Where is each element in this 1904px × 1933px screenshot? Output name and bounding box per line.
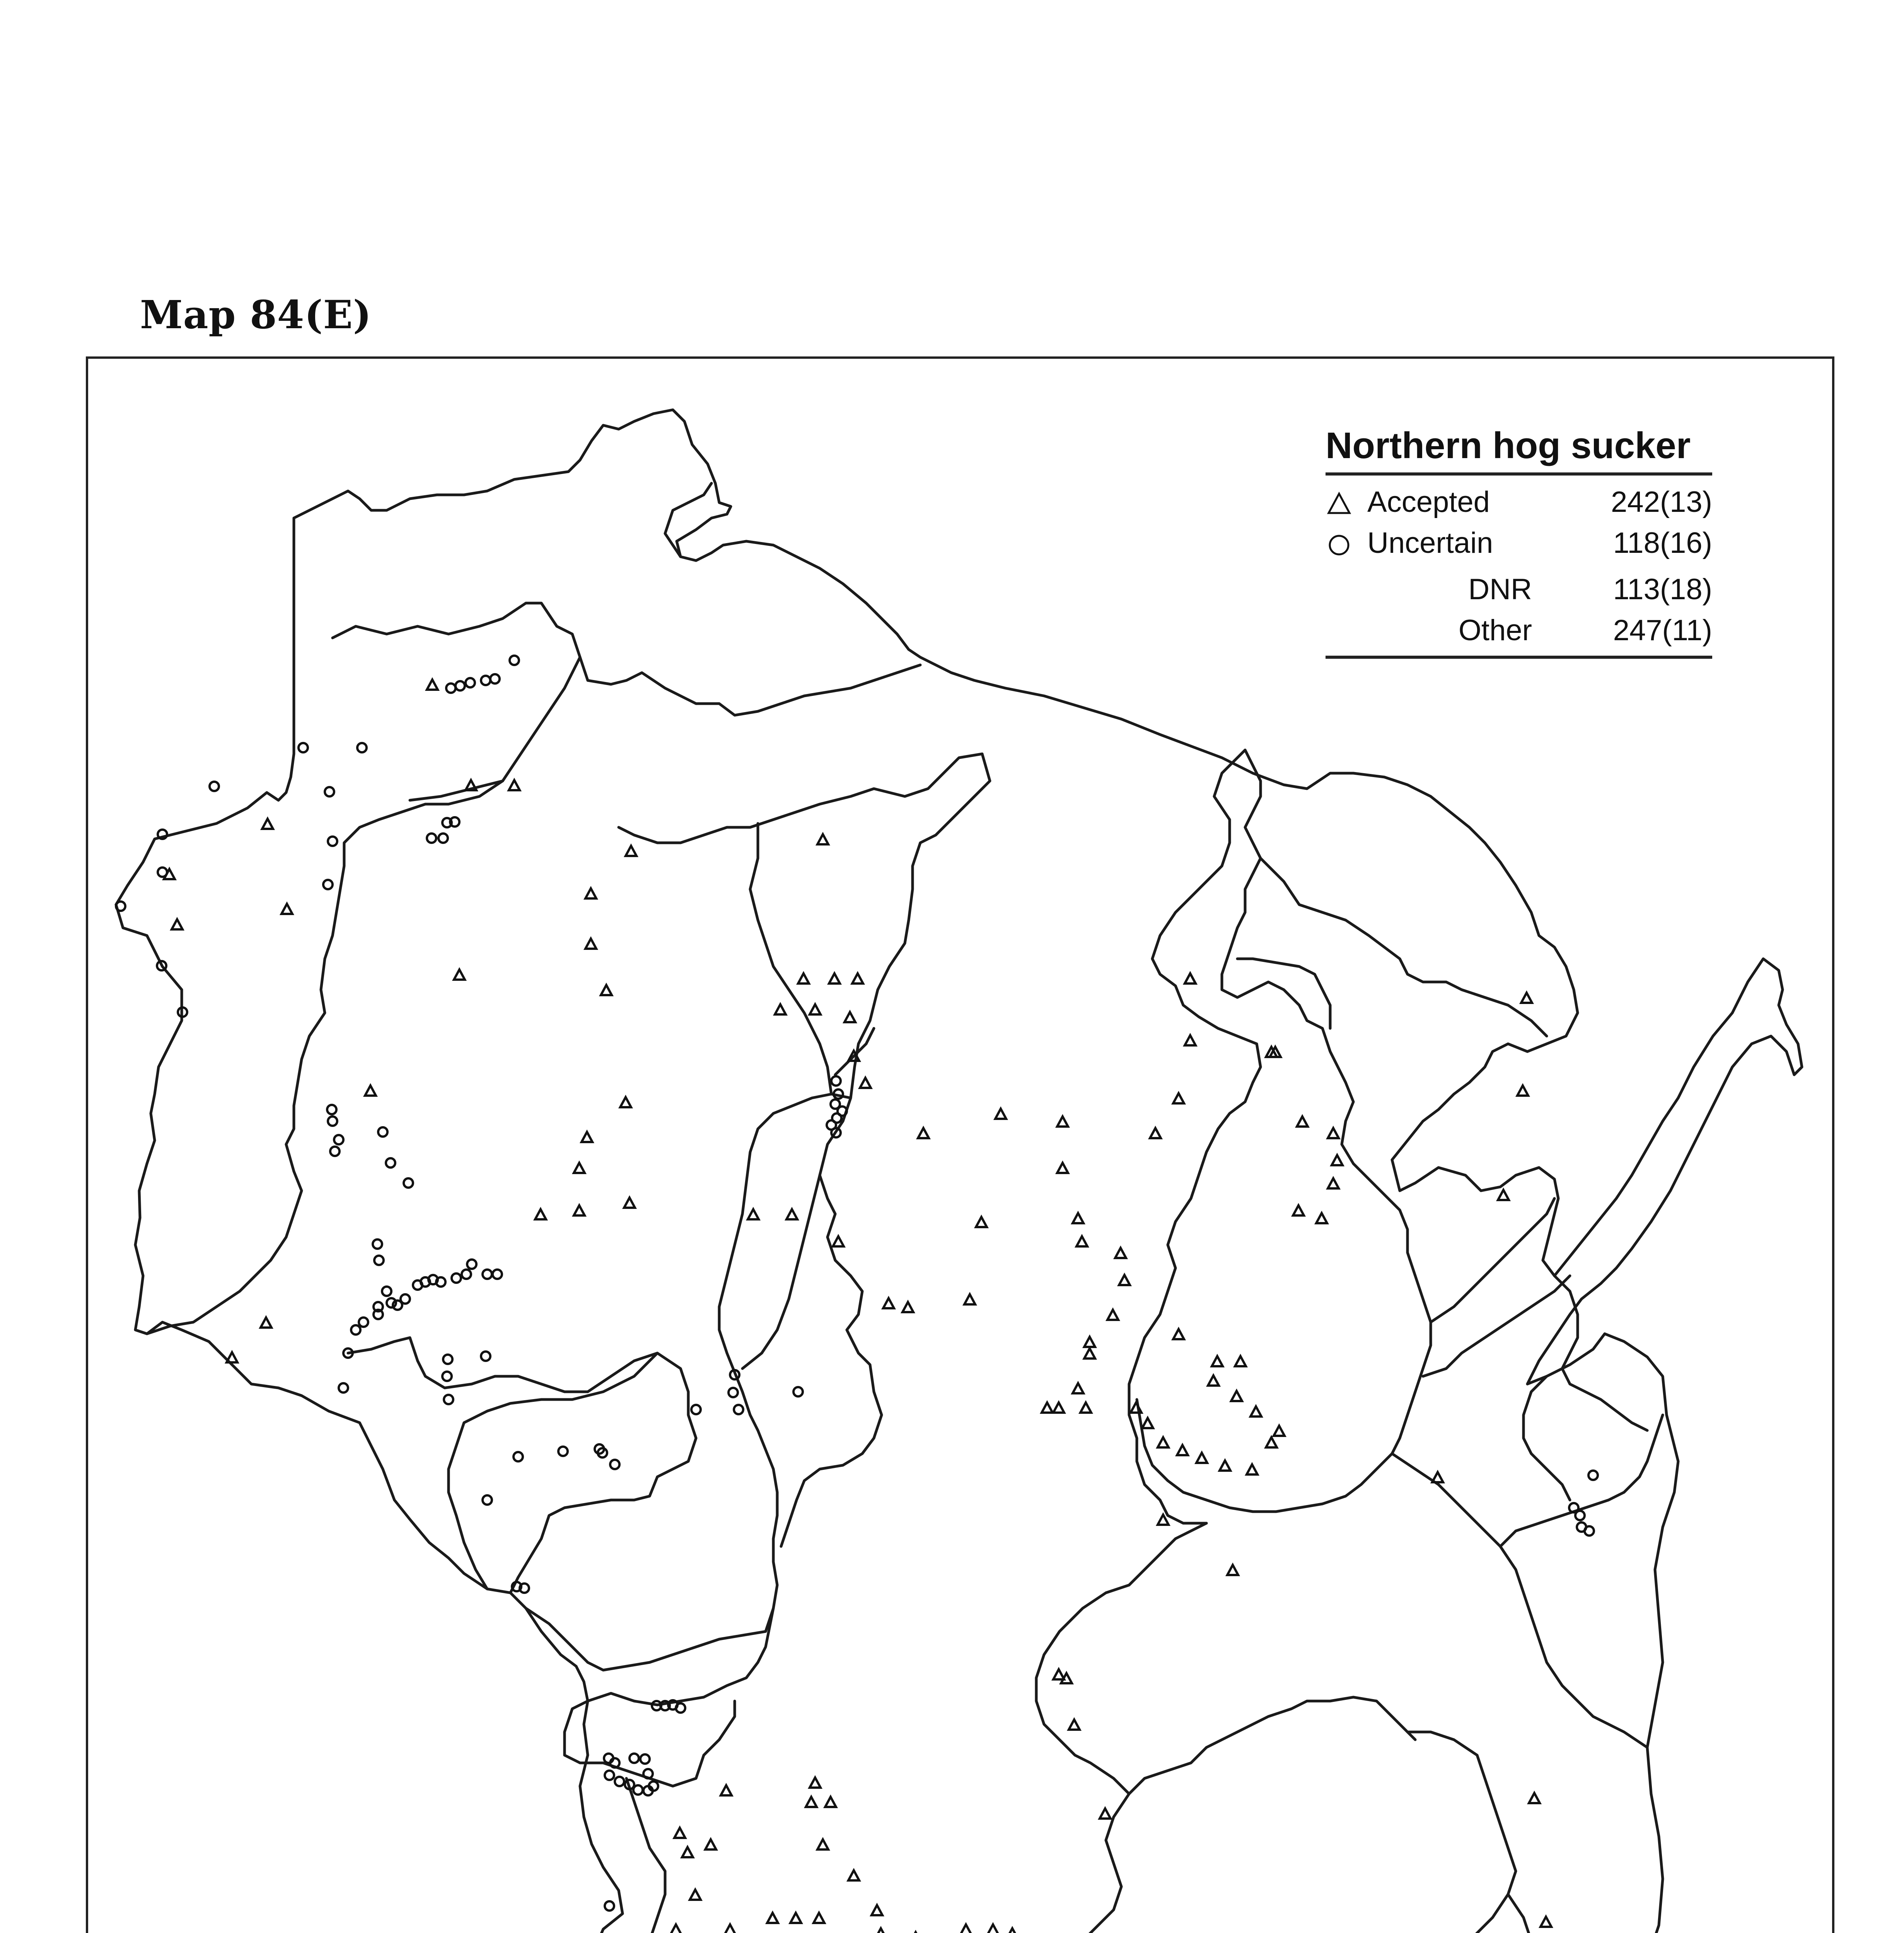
accepted-record	[1227, 1565, 1238, 1575]
triangle-icon	[1326, 482, 1364, 523]
accepted-record	[227, 1352, 237, 1362]
accepted-record	[1517, 1086, 1528, 1096]
accepted-record	[1119, 1275, 1130, 1285]
accepted-record	[1100, 1809, 1111, 1819]
accepted-record	[601, 985, 612, 995]
accepted-record	[682, 1847, 693, 1857]
accepted-record	[690, 1890, 701, 1900]
accepted-record	[976, 1217, 987, 1227]
accepted-record	[1150, 1128, 1161, 1138]
accepted-record	[574, 1205, 585, 1215]
accepted-record	[1115, 1248, 1126, 1258]
legend-label: DNR	[1468, 573, 1532, 606]
uncertain-record	[386, 1158, 395, 1168]
accepted-record	[1142, 1418, 1153, 1428]
accepted-record	[814, 1913, 824, 1923]
accepted-record	[1057, 1117, 1068, 1127]
accepted-record	[817, 1839, 828, 1849]
uncertain-record	[210, 782, 219, 791]
accepted-record	[1251, 1406, 1261, 1417]
legend-value: 118(16)	[1613, 527, 1712, 559]
uncertain-record	[462, 1270, 471, 1279]
accepted-record	[1131, 1403, 1141, 1413]
uncertain-record	[630, 1754, 639, 1763]
accepted-records	[164, 680, 1551, 1933]
accepted-record	[1316, 1213, 1327, 1223]
accepted-record	[1328, 1128, 1339, 1138]
accepted-record	[1541, 1917, 1551, 1927]
accepted-record	[1196, 1453, 1207, 1463]
accepted-record	[1073, 1383, 1083, 1393]
accepted-record	[1220, 1461, 1230, 1471]
accepted-record	[1073, 1213, 1083, 1223]
accepted-record	[1328, 1178, 1339, 1188]
accepted-record	[872, 1905, 882, 1915]
accepted-record	[674, 1828, 685, 1838]
accepted-record	[721, 1785, 732, 1795]
uncertain-record	[793, 1387, 803, 1396]
accepted-record	[620, 1097, 631, 1107]
accepted-record	[454, 970, 465, 980]
accepted-record	[995, 1109, 1006, 1119]
uncertain-record	[446, 684, 456, 693]
map-title: Map 84(E)	[140, 292, 372, 338]
accepted-record	[1297, 1117, 1308, 1127]
uncertain-record	[330, 1147, 340, 1156]
accepted-record	[1084, 1337, 1095, 1347]
uncertain-record	[382, 1287, 391, 1296]
accepted-record	[1498, 1190, 1509, 1200]
accepted-record	[810, 1004, 821, 1014]
uncertain-record	[327, 1105, 336, 1114]
uncertain-record	[351, 1325, 360, 1335]
uncertain-record	[158, 868, 167, 877]
accepted-record	[964, 1294, 975, 1304]
uncertain-record	[1585, 1526, 1594, 1536]
accepted-record	[670, 1924, 681, 1933]
legend-row-accepted	[1326, 482, 1712, 523]
accepted-record	[1107, 1310, 1118, 1320]
uncertain-record	[605, 1901, 614, 1911]
circle-icon	[1326, 523, 1364, 564]
legend-value: 113(18)	[1613, 573, 1712, 606]
uncertain-record	[615, 1777, 624, 1786]
accepted-record	[798, 973, 809, 984]
accepted-record	[806, 1797, 817, 1807]
uncertain-record	[378, 1127, 387, 1137]
accepted-record	[725, 1924, 735, 1933]
uncertain-record	[490, 674, 500, 684]
accepted-record	[1266, 1437, 1277, 1447]
uncertain-record	[481, 676, 490, 685]
accepted-record	[1053, 1403, 1064, 1413]
uncertain-record	[444, 1395, 453, 1404]
uncertain-record	[299, 743, 308, 752]
accepted-record	[535, 1209, 546, 1219]
accepted-record	[767, 1913, 778, 1923]
accepted-record	[1069, 1720, 1080, 1730]
uncertain-record	[633, 1785, 643, 1795]
accepted-record	[903, 1302, 913, 1312]
uncertain-record	[691, 1405, 701, 1414]
legend-divider	[1326, 656, 1712, 659]
uncertain-record	[374, 1256, 384, 1265]
accepted-record	[918, 1128, 929, 1138]
uncertain-record	[558, 1447, 568, 1456]
uncertain-record	[514, 1452, 523, 1461]
uncertain-record	[831, 1076, 841, 1086]
legend-label: Uncertain	[1367, 527, 1493, 559]
accepted-record	[626, 846, 636, 856]
accepted-record	[1077, 1236, 1087, 1246]
accepted-record	[1173, 1329, 1184, 1339]
uncertain-record	[1575, 1511, 1585, 1520]
legend-row-dnr	[1326, 569, 1712, 610]
accepted-record	[1332, 1155, 1343, 1165]
accepted-record	[825, 1797, 836, 1807]
accepted-record	[1185, 973, 1196, 984]
accepted-record	[624, 1198, 635, 1208]
accepted-record	[1158, 1437, 1169, 1447]
uncertain-record	[323, 880, 333, 889]
uncertain-record	[493, 1270, 502, 1279]
accepted-record	[582, 1132, 592, 1142]
accepted-record	[883, 1298, 894, 1308]
accepted-record	[1293, 1205, 1304, 1215]
accepted-record	[1177, 1445, 1188, 1455]
accepted-record	[988, 1924, 998, 1933]
accepted-record	[574, 1163, 585, 1173]
legend-table	[1326, 482, 1712, 651]
accepted-record	[1042, 1403, 1053, 1413]
uncertain-record	[357, 743, 367, 752]
uncertain-record	[328, 1117, 337, 1126]
uncertain-record	[438, 834, 448, 843]
accepted-record	[509, 780, 520, 790]
accepted-record	[1185, 1035, 1196, 1045]
accepted-record	[261, 1318, 271, 1328]
accepted-record	[1521, 993, 1532, 1003]
uncertain-record	[339, 1383, 348, 1393]
uncertain-record	[442, 1372, 452, 1381]
accepted-record	[427, 680, 438, 690]
uncertain-record	[427, 834, 436, 843]
accepted-record	[1235, 1356, 1246, 1366]
uncertain-record	[334, 1135, 343, 1144]
uncertain-record	[401, 1294, 410, 1304]
uncertain-record	[729, 1388, 738, 1397]
accepted-record	[1212, 1356, 1223, 1366]
legend-value: 247(11)	[1613, 614, 1712, 647]
uncertain-record	[467, 1260, 476, 1269]
legend-title: Northern hog sucker	[1326, 424, 1712, 476]
accepted-record	[1080, 1403, 1091, 1413]
accepted-record	[262, 819, 273, 829]
accepted-record	[790, 1913, 801, 1923]
accepted-record	[787, 1209, 797, 1219]
uncertain-record	[359, 1318, 368, 1327]
accepted-record	[852, 973, 863, 984]
accepted-record	[1274, 1426, 1285, 1436]
accepted-record	[1529, 1793, 1540, 1803]
accepted-record	[282, 904, 292, 914]
uncertain-record	[640, 1754, 650, 1764]
accepted-record	[833, 1236, 844, 1246]
accepted-record	[1057, 1163, 1068, 1173]
accepted-record	[585, 939, 596, 949]
uncertain-record	[483, 1270, 492, 1279]
uncertain-record	[328, 837, 337, 846]
accepted-record	[1007, 1928, 1018, 1933]
accepted-record	[1208, 1376, 1219, 1386]
accepted-record	[875, 1928, 886, 1933]
accepted-record	[810, 1778, 821, 1788]
accepted-record	[1247, 1464, 1257, 1474]
accepted-record	[1173, 1093, 1184, 1103]
accepted-record	[365, 1086, 376, 1096]
uncertain-record	[373, 1239, 382, 1249]
uncertain-records	[116, 656, 1598, 1933]
accepted-record	[172, 919, 183, 929]
accepted-record	[585, 888, 596, 898]
accepted-record	[961, 1924, 971, 1933]
accepted-record	[748, 1209, 759, 1219]
uncertain-record	[404, 1178, 413, 1188]
accepted-record	[705, 1839, 716, 1849]
legend-label: Other	[1458, 614, 1532, 647]
accepted-record	[1084, 1348, 1095, 1359]
accepted-record	[1231, 1391, 1242, 1401]
uncertain-record	[456, 681, 465, 690]
uncertain-record	[605, 1771, 614, 1780]
uncertain-record	[734, 1405, 743, 1414]
map-legend	[1326, 424, 1712, 659]
accepted-record	[1432, 1472, 1443, 1482]
uncertain-record	[466, 678, 475, 687]
accepted-record	[848, 1870, 859, 1880]
uncertain-record	[481, 1352, 490, 1361]
uncertain-record	[610, 1460, 619, 1469]
uncertain-record	[483, 1495, 492, 1505]
legend-value: 242(13)	[1611, 486, 1712, 518]
accepted-record	[1053, 1669, 1064, 1679]
accepted-record	[845, 1012, 855, 1022]
uncertain-record	[443, 1355, 452, 1364]
uncertain-record	[1588, 1471, 1598, 1480]
accepted-record	[860, 1078, 871, 1088]
legend-label: Accepted	[1367, 486, 1490, 518]
legend-row-uncertain	[1326, 523, 1712, 564]
accepted-record	[817, 834, 828, 844]
legend-row-other	[1326, 610, 1712, 651]
accepted-record	[829, 973, 840, 984]
uncertain-record	[510, 656, 519, 665]
accepted-record	[775, 1004, 786, 1014]
uncertain-record	[325, 787, 334, 796]
uncertain-record	[452, 1273, 461, 1283]
